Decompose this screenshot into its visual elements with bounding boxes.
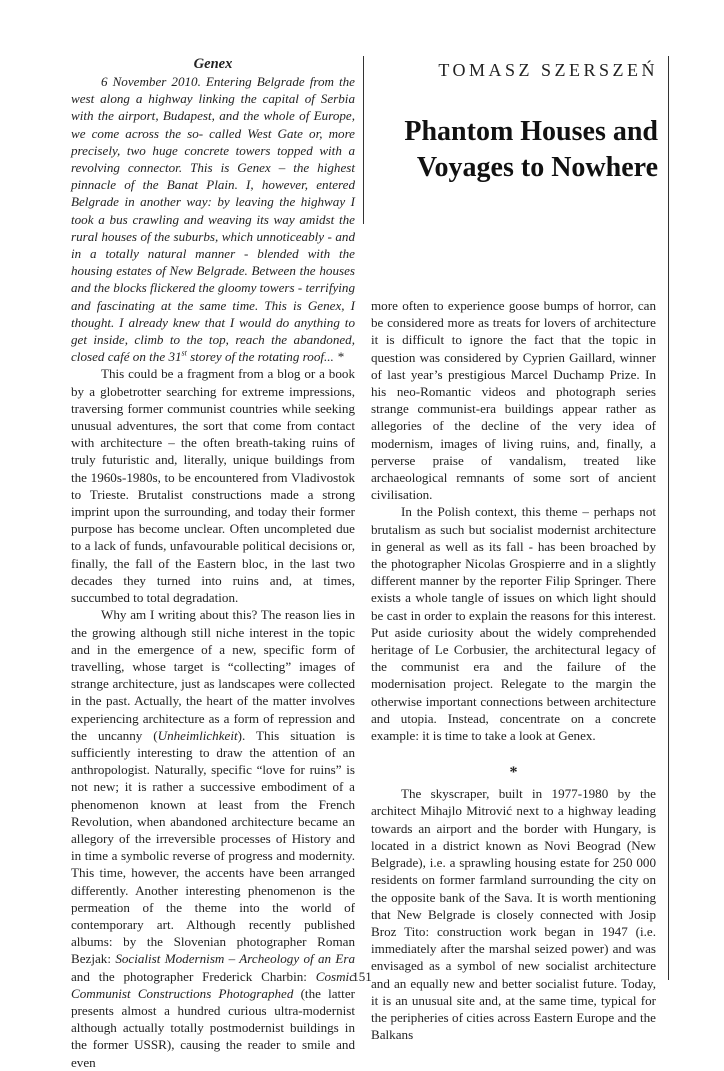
body-paragraph-5: The skyscraper, built in 1977-1980 by the architect Mihajlo Mitrović next to a highway leading towards an airport and the border with Hungary, is located in a district known as Novi Beograd (New Belgrade), i.e. a sprawling housing estate for 250 000 residents on former farmland surrounding the city on the opposite bank of the Sava. It is worth mentioning that New Belgrade is closely connected with Josip Broz Tito: construction work began in 1947 (i.e. immediately after the marshal seized power) and was envisaged as a symbol of new socialist architecture and an equally new and better socialist future. Today, it is an unusual site and, at the same time, typical for the peripheries of cities across Eastern Europe and the Balkans bbox=[371, 786, 656, 1043]
para2-italic-term: Unheimlichkeit bbox=[157, 727, 238, 743]
body-paragraph-3: more often to experience goose bumps of horror, can be considered more as treats for lovers of architecture it is difficult to ignore the fact that the topic in question was considered by Cyprien Gaillard, winner of last year’s prestigious Marcel Duchamp Prize. In his neo-Romantic videos and photograph series strange communist-era buildings appear rather as allegories of the decline of the very idea of modernism, images of living ruins, and, finally, a perverse praise of vandalism, treated like archaeological remnants of some sort of ancient civilisation. bbox=[371, 298, 656, 503]
para2-text-b: ). This situation is sufficiently interesting to draw the attention of an anthropologist. Naturally, specific “love for ruins” is not new; it is rather a successive embodiment of a phenomenon known at least from the French Revolution, when abandoned architecture became an allegory of the irreversible processes of History and in time a symbolic reverse of progress and modernity. This time, however, the accents have been arranged differently. Another interesting phenomenon is the permeation of the theme into the world of contemporary art. Although recently published albums: by the Slovenian photographer Roman Bezjak: bbox=[71, 727, 355, 967]
para2-text-a: Why am I writing about this? The reason lies in the growing although still niche interest in the topic and in the emergence of a new, specific form of travelling, whose target is “collecting” images of strange architecture, just as landscapes were collected in the past. Actually, the heart of the matter involves experiencing architecture as a form of repression and the uncanny ( bbox=[71, 607, 355, 743]
section-title: Genex bbox=[193, 56, 233, 72]
para2-text-d: (the latter presents almost a hundred curious ultra-modernist although actually totally postmodernist buildings in the former USSR), causing the reader to smile and even bbox=[71, 985, 355, 1070]
section-break-asterisk: * bbox=[509, 764, 518, 782]
intro-superscript: st bbox=[181, 348, 187, 358]
body-paragraph-2 bbox=[71, 606, 355, 1070]
page-number: 151 bbox=[352, 969, 372, 984]
intro-text-end: storey of the rotating roof... * bbox=[186, 349, 344, 365]
intro-text: 6 November 2010. Entering Belgrade from the west along a highway linking the capital of Serbia with the airport, Budapest, and the whole of Europe, we come across the so- called West Gate or, more precisely, two huge concrete towers topped with a revolving connector. This is Genex – the highest pinnacle of the Banat Plain. I, however, entered Belgrade in another way: by leaving the highway I took a bus crawling and weaving its way amidst the rural houses of the suburbs, which unnoticeably - and in a totally natural manner - blended with the housing estates of New Belgrade. Between the houses and the blocks flickered the gloomy towers - terrifying and fascinating at the same time. This is Genex, I thought. I already knew that I would do anything to get inside, climb to the top, reach the abandoned, closed café on the 31 bbox=[71, 74, 355, 365]
body-paragraph-1: This could be a fragment from a blog or a book by a globetrotter searching for extreme impressions, traversing former communist countries while seeking unusual adventures, the sort that come from contact with architecture – the often breath-taking ruins of truly futuristic and, literally, unique buildings from the 1960s-1980s, to be encountered from Vladivostok to Trieste. Brutalist constructions made a strong imprint upon the surrounding, and today their former purpose has become unclear. Often uncompleted due to a lack of funds, unfavourable political decisions or, finally, the fall of the Eastern bloc, in the last two decades they turned into ruins and, at times, succumbed to total degradation. bbox=[71, 366, 355, 606]
para2-text-c: and the photographer Frederick Charbin: bbox=[71, 968, 316, 984]
para2-album-title-1: Socialist Modernism – Archeology of an Era bbox=[115, 951, 356, 967]
author-name: TOMASZ SZERSZEŃ bbox=[438, 60, 658, 80]
title-line-1: Phantom Houses and bbox=[404, 116, 658, 147]
left-column bbox=[71, 56, 355, 1071]
body-paragraph-4: In the Polish context, this theme – perhaps not brutalism as such but socialist modernist architecture in general as well as its fall - has been broached by the photographer Nicolas Grospierre and in a slightly different manner by the reporter Filip Springer. There exists a whole tangle of issues on which light should be cast in order to explain the reasons for this interest. Put aside curiosity about the widely comprehended heritage of Le Corbusier, the architectural legacy of the communist era and the failure of the modernisation project. Relegate to the margin the otherwise important connections between architecture and utopia. Instead, concentrate on a concrete example: it is time to take a look at Genex. bbox=[371, 504, 656, 744]
intro-italic-paragraph bbox=[71, 73, 355, 365]
article-title bbox=[358, 114, 658, 186]
para2-album-title-2: Cosmic Communist Constructions Photographed bbox=[71, 968, 355, 1001]
title-line-2: Voyages to Nowhere bbox=[416, 152, 658, 183]
right-margin-rule bbox=[668, 56, 669, 980]
right-column bbox=[371, 297, 656, 1043]
